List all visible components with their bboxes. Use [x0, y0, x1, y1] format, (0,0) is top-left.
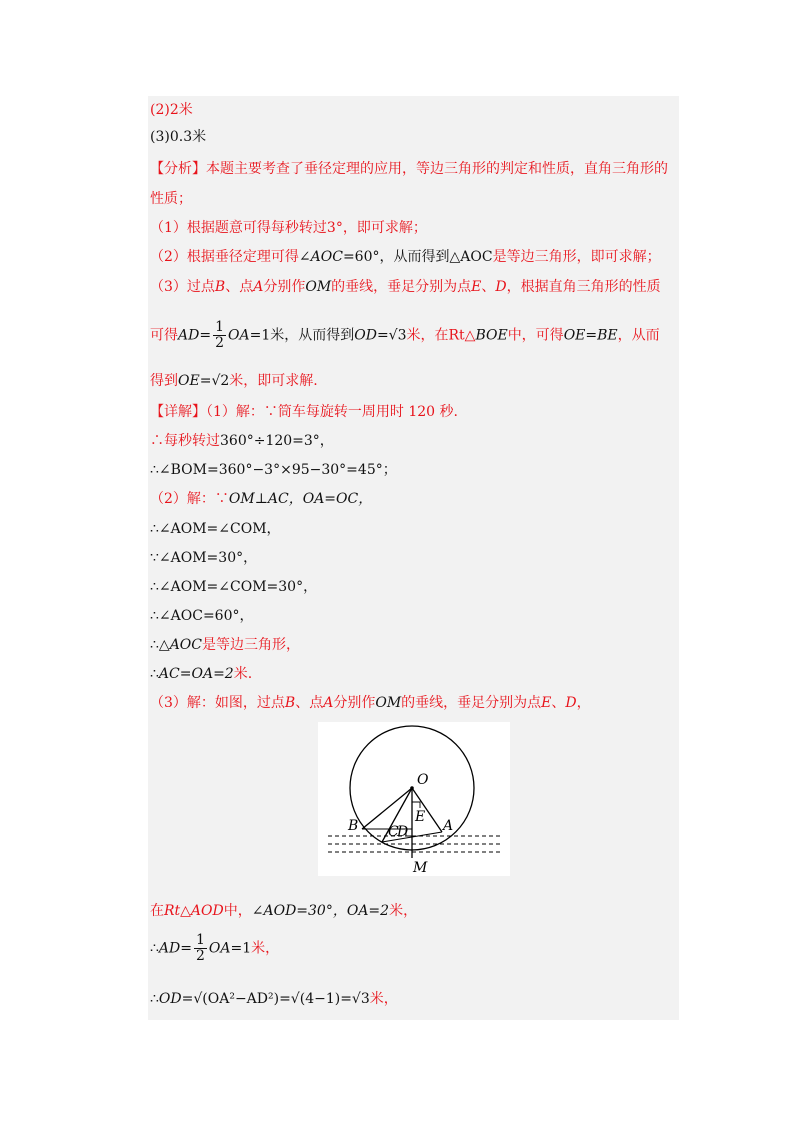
l5-n: =	[585, 327, 598, 344]
s4-b: OM⊥AC，OA=OC，	[228, 491, 373, 507]
s2-b: 360°÷120=3°，	[220, 433, 334, 449]
s11-f: OM	[375, 695, 402, 711]
l5-o: BE	[597, 327, 618, 344]
analysis-point-2	[150, 248, 661, 266]
s11-d: A	[323, 695, 334, 711]
center-point	[410, 786, 414, 790]
fraction-half-2	[194, 933, 207, 964]
solution-line-9	[150, 636, 300, 654]
solution-heading: 【详解】	[150, 404, 206, 420]
l5-l: 中，可得	[507, 327, 564, 344]
l5-a: 可得	[150, 327, 178, 344]
l6-e: 米，即可求解.	[229, 373, 318, 389]
s9-c: 是等边三角形，	[202, 637, 300, 653]
s13-d: OA	[208, 940, 231, 957]
p3-h: E	[471, 279, 482, 295]
solution-line-4	[150, 490, 372, 508]
solution-line-6: ∵∠AOM=30°，	[150, 550, 258, 566]
l5-h: √3	[388, 327, 407, 344]
s12-b: Rt△AOD	[164, 903, 224, 919]
s11-j: D	[565, 695, 577, 711]
fraction-num-2: 1	[196, 932, 205, 948]
s13-e: =1	[230, 940, 252, 957]
l5-b: AD	[178, 327, 200, 344]
line-OB	[362, 788, 412, 829]
p3-c: 、点	[225, 279, 254, 295]
s11-h: E	[541, 695, 552, 711]
label-E: E	[415, 809, 426, 825]
solution-line-1	[150, 403, 458, 421]
l5-c: =	[199, 327, 212, 344]
p3-d: A	[253, 279, 264, 295]
s13-b: AD	[158, 940, 181, 957]
s12-a: 在	[150, 903, 164, 919]
s10-c: 米.	[233, 666, 253, 682]
solution-line-5: ∴∠AOM=∠COM，	[150, 521, 281, 537]
l5-d: OA	[228, 327, 250, 344]
label-B: B	[348, 818, 359, 834]
analysis-text-1: 本题主要考查了垂径定理的应用，等边三角形的判定和性质，直角三角形的	[206, 161, 668, 177]
analysis-point-1: （1）根据题意可得每秒转过3°，即可求解；	[150, 220, 427, 236]
solution-line-12	[150, 902, 417, 920]
solution-line-8: ∴∠AOC=60°，	[150, 608, 254, 624]
s14-c: =√(OA²−AD²)=√(4−1)=√3	[181, 991, 370, 1007]
p3-i: 、	[481, 279, 496, 295]
l6-d: √2	[211, 373, 230, 389]
s13-a: ∴	[150, 940, 159, 957]
label-M: M	[413, 860, 428, 876]
p3-f: OM	[305, 279, 332, 295]
s13-c: =	[180, 940, 192, 957]
solution-line-10	[150, 665, 252, 683]
l5-e: =1米，从而得到	[249, 327, 355, 344]
solution-line-14	[150, 990, 398, 1008]
analysis-heading: 【分析】	[150, 161, 206, 177]
s12-e: 米，	[389, 903, 418, 919]
fraction-den: 2	[215, 335, 224, 351]
solution-line-3: ∴∠BOM=360°−3°×95−30°=45°；	[150, 462, 397, 478]
p3-k: ，根据直角三角形的性质	[506, 279, 661, 295]
s14-a: ∴	[150, 991, 159, 1007]
label-A: A	[443, 818, 454, 834]
circle-diagram	[318, 722, 510, 876]
s11-i: 、	[551, 695, 566, 711]
s14-b: OD	[158, 991, 182, 1007]
s11-e: 分别作	[333, 695, 376, 711]
fraction-half	[213, 320, 226, 351]
p3-a: （3）过点	[150, 279, 215, 295]
answer-3: (3)0.3米	[150, 129, 207, 145]
l5-p: ，从而	[617, 327, 660, 344]
analysis-line-1	[150, 160, 668, 178]
p2-d: △AOC	[449, 249, 493, 265]
l5-m: OE	[563, 327, 586, 344]
right-angle-E	[412, 802, 420, 808]
p2-a: （2）根据垂径定理可得	[150, 249, 299, 265]
s11-a: （3）解：如图，过点	[150, 695, 285, 711]
s9-a: ∴△	[150, 637, 170, 653]
label-D: D	[397, 824, 409, 840]
analysis-line-5	[150, 320, 660, 351]
solution-line-13	[150, 933, 279, 964]
label-C: C	[388, 824, 399, 840]
s12-d: ∠AOD=30°，OA=2	[251, 903, 390, 919]
l6-c: =	[199, 373, 212, 389]
s11-g: 的垂线，垂足分别为点	[401, 695, 542, 711]
p3-e: 分别作	[263, 279, 306, 295]
l5-j: Rt△	[448, 327, 476, 344]
solution-line-7: ∴∠AOM=∠COM=30°，	[150, 579, 318, 595]
s10-a: ∴	[150, 666, 159, 682]
l6-b: OE	[178, 373, 200, 389]
analysis-text-2: 性质；	[150, 191, 192, 207]
s13-f: 米，	[251, 940, 280, 957]
p2-e: 是等边三角形，即可求解；	[492, 249, 661, 265]
l5-k: BOE	[475, 327, 508, 344]
solution-line-2	[150, 432, 334, 450]
solution-line-11	[150, 694, 591, 712]
s2-a: ∴每秒转过	[150, 433, 220, 449]
geometry-figure	[318, 722, 510, 876]
fraction-den-2: 2	[196, 948, 205, 964]
p3-g: 的垂线，垂足分别为点	[331, 279, 472, 295]
s9-b: AOC	[169, 637, 202, 653]
p3-b: B	[214, 279, 226, 295]
solution-text-1: （1）解：∵筒车每旋转一周用时 120 秒.	[206, 404, 458, 420]
s11-c: 、点	[295, 695, 324, 711]
label-O: O	[417, 772, 429, 788]
s11-k: ，	[576, 695, 591, 711]
l5-i: 米，在	[406, 327, 449, 344]
p2-c: =60°，从而得到	[342, 249, 450, 265]
l5-f: OD	[354, 327, 377, 344]
s10-b: AC=OA=2	[158, 666, 234, 682]
analysis-point-3	[150, 278, 661, 296]
l6-a: 得到	[150, 373, 178, 389]
s4-a: （2）解：∵	[150, 491, 229, 507]
s11-b: B	[284, 695, 296, 711]
s12-c: 中，	[223, 903, 252, 919]
p3-j: D	[495, 279, 507, 295]
p2-b: ∠AOC	[298, 249, 343, 265]
fraction-num: 1	[215, 319, 224, 335]
s14-d: 米，	[369, 991, 398, 1007]
analysis-line-6	[150, 372, 318, 390]
answer-2: (2)2米	[150, 102, 193, 118]
l5-g: =	[376, 327, 389, 344]
